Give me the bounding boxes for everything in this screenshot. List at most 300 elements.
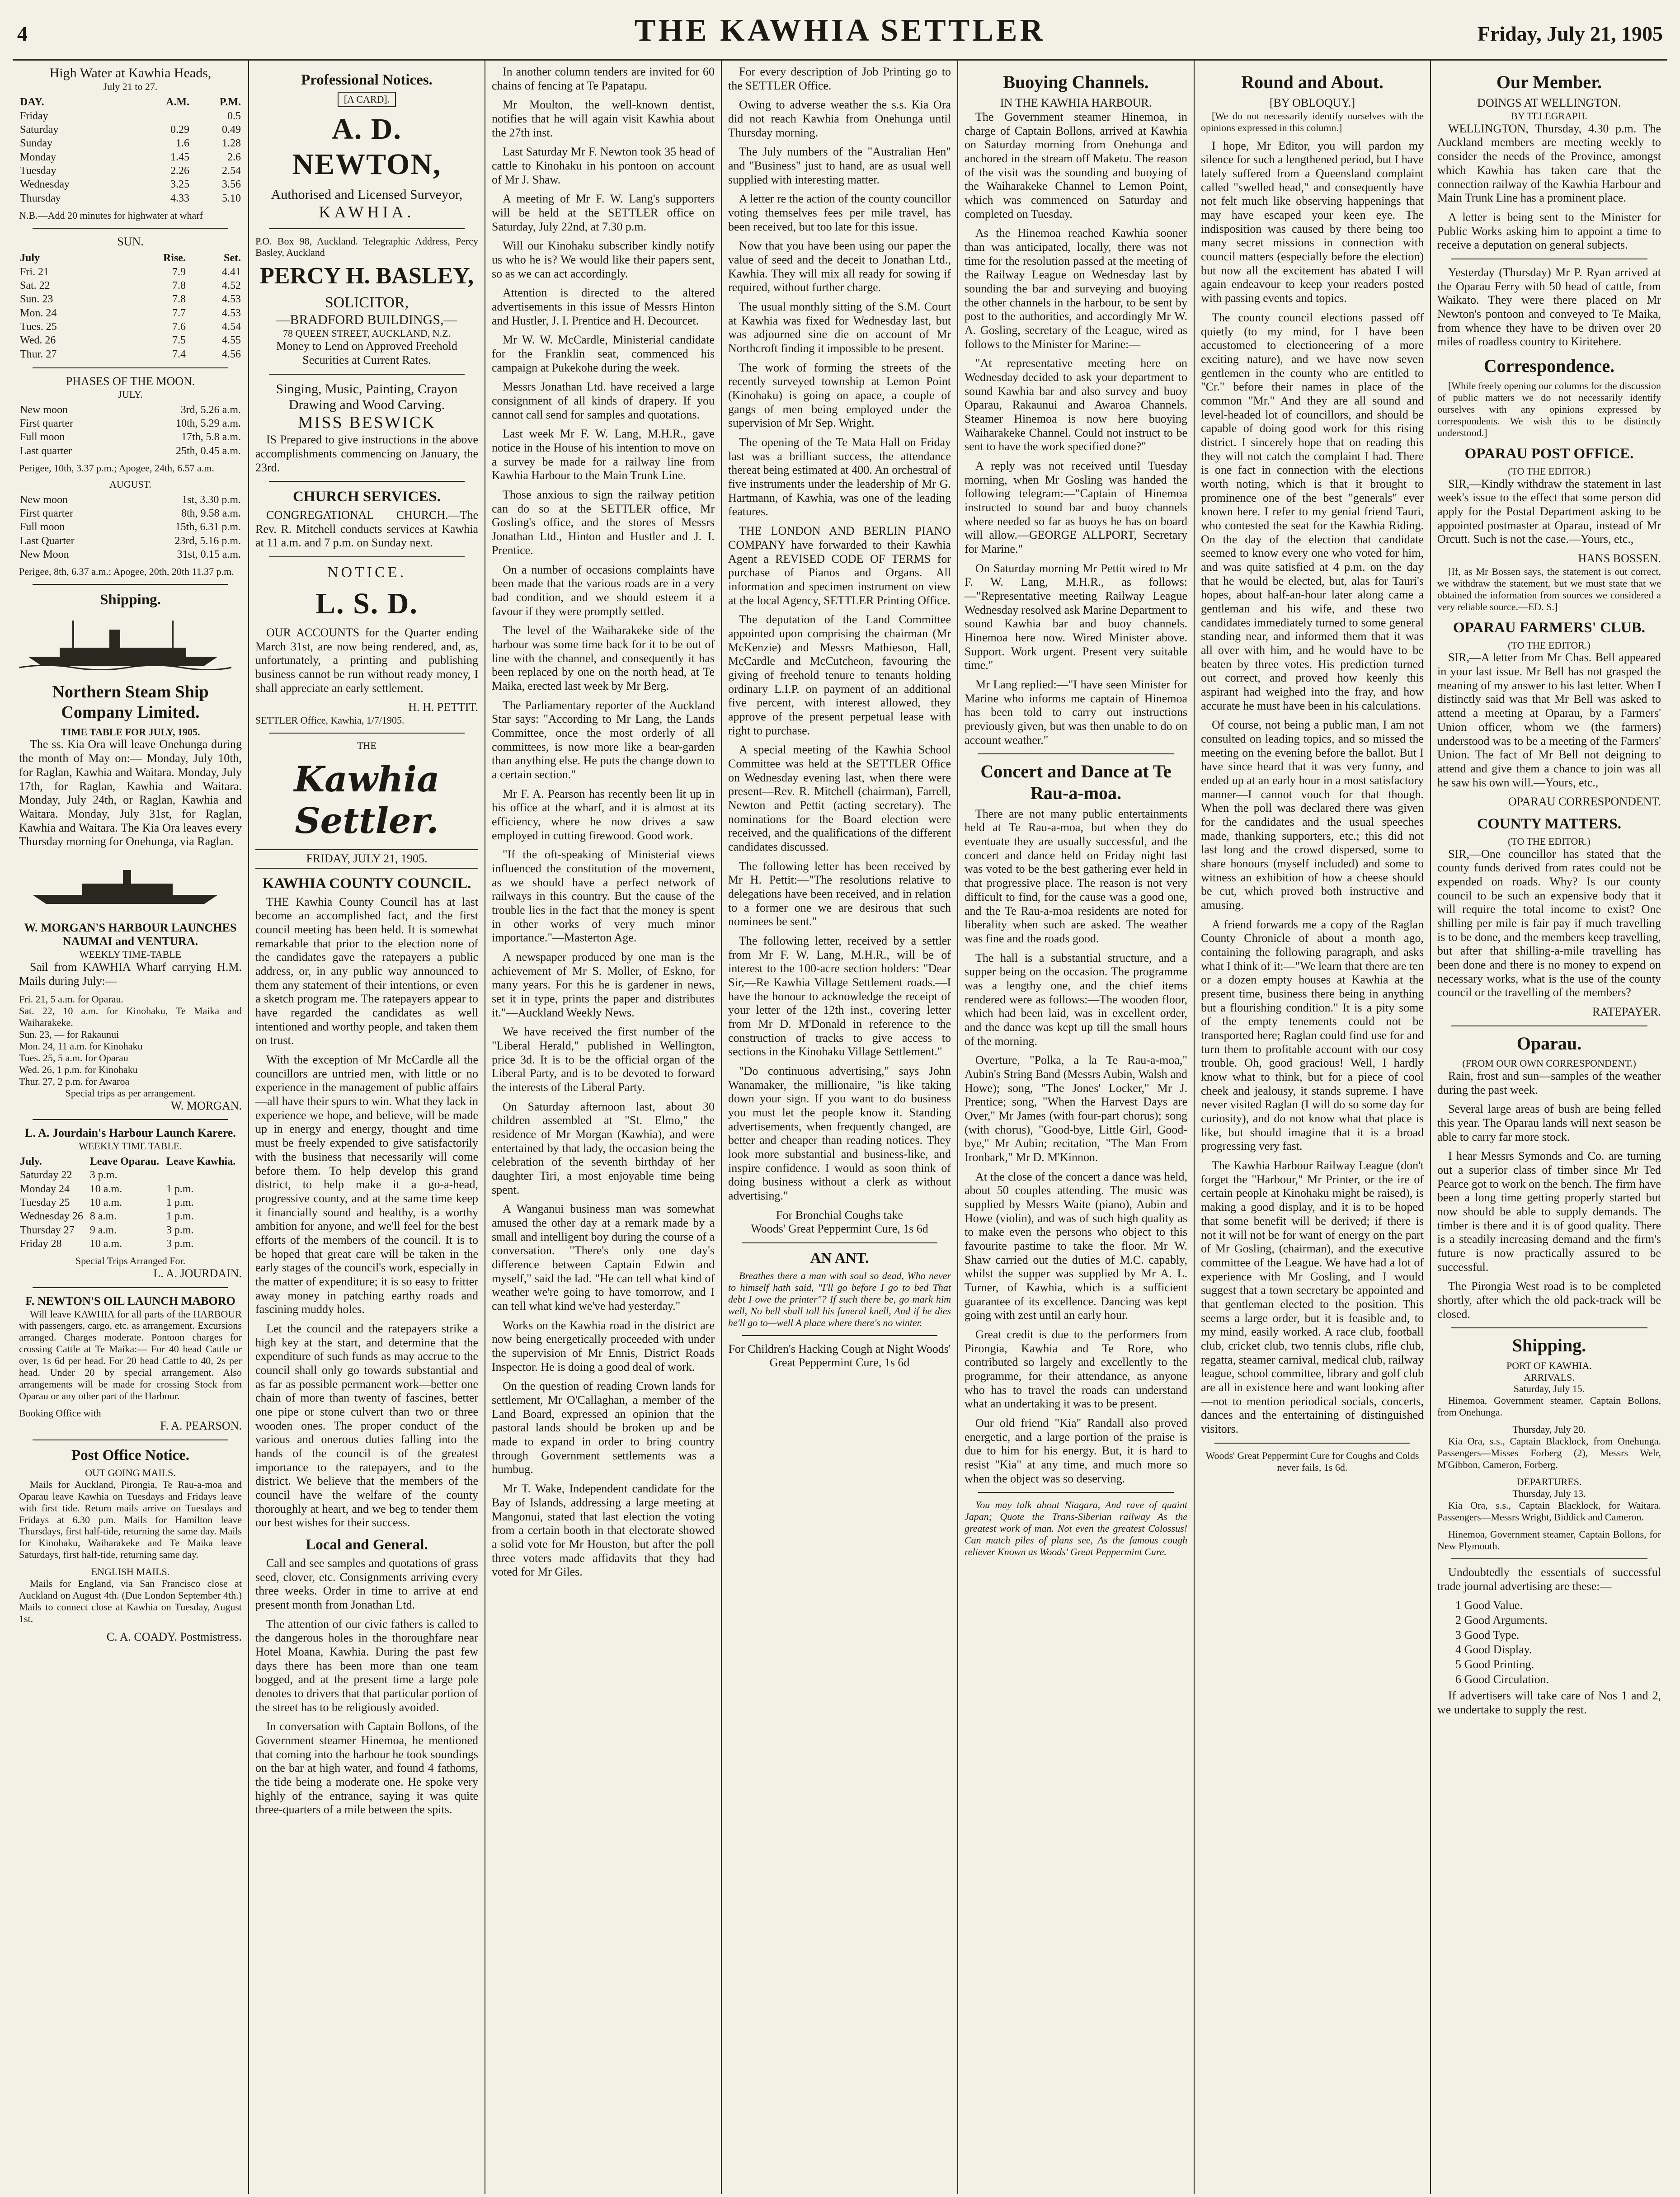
cell: 3.56 <box>222 179 241 191</box>
notice-office: SETTLER Office, Kawhia, 1/7/1905. <box>255 715 405 726</box>
newton-place: KAWHIA. <box>319 203 415 221</box>
council-paragraph: With the exception of Mr McCardle all the councillors are untried men, with little or no experience in the management of public affairs—all have their spurs to win. What they lack in experience we hope, and believe, will be made up in energy and energy, thought and time must be freely expended to give satisfactorily with the business that necessarily will come before them. To help develop this grand district, to help make it a go-a-head, progressive county, and at the same time keep it financially sound and healthy, is a worthy ambition for anyone, and we'll feel for the best efforts of the members of the council. It is to be hoped that great care will be taken in the early stages of the council's work, especially in the matter of expenditure; it is so easy to fritter away money in patching earthy roads and fascining muddy holes. <box>255 1053 478 1316</box>
basley-address: P.O. Box 98, Auckland. Telegraphic Address, Percy Basley, Auckland <box>255 235 478 259</box>
tide-header-day: DAY. <box>20 96 44 108</box>
moon-heading: PHASES OF THE MOON. <box>66 374 195 388</box>
local-item: On Saturday afternoon last, about 30 children assembled at "St. Elmo," the residence of Mr Morgan (Kawhia), and were entertained by that lady, the occasion being the celebration of the seventh birthday of her daughter Tiri, a most enjoyable time being spent. <box>492 1100 715 1196</box>
masthead <box>13 9 1667 61</box>
cell: Thur. 27 <box>20 348 57 360</box>
footer-ad: Woods' Great Peppermint Cure for Coughs and Colds never fails, 1s 6d. <box>1205 1449 1419 1473</box>
moon-july-table <box>19 403 242 458</box>
cough-ad-body: Woods' Great Peppermint Cure, 1s 6d <box>751 1222 928 1236</box>
sun-header-day: July <box>20 252 40 264</box>
card-tag: [A CARD]. <box>338 92 396 107</box>
newton-name: A. D. NEWTON, <box>292 112 442 181</box>
basley-building: —BRADFORD BUILDINGS,— <box>276 312 457 327</box>
advertising-list <box>1437 1599 1661 1686</box>
table-row <box>19 1209 242 1223</box>
buoy-paragraph: On Saturday morning Mr Pettit wired to Mr F. W. Lang, M.H.R., as follows:—"Representative meeting Railway League Wednesday resolved ask Marine Department to sound Kawhia bar and buoy channels. Hinemoa here now. Wired Minister above. Support. Work urgent. Present very suitable time." <box>965 561 1187 672</box>
cell: 5.10 <box>222 192 241 204</box>
table-row <box>19 334 242 347</box>
post-sub: OUT GOING MAILS. <box>85 1467 176 1478</box>
divider <box>33 1119 228 1120</box>
cell: 4.56 <box>222 348 241 360</box>
cell: Wednesday <box>20 179 70 191</box>
divider <box>33 1287 228 1288</box>
list-item: 4 Good Display. <box>1455 1643 1532 1656</box>
cell: New Moon <box>20 549 69 560</box>
moon-aug-note: Perigee, 8th, 6.37 a.m.; Apogee, 20th, 20th 11.37 p.m. <box>19 566 234 578</box>
cell: 1.45 <box>170 151 190 163</box>
cell: 3rd, 5.26 a.m. <box>180 404 241 416</box>
sun-table <box>19 251 242 361</box>
jourdain-table <box>19 1155 242 1251</box>
column-1 <box>13 61 249 2194</box>
farmers-heading: OPARAU FARMERS' CLUB. <box>1453 619 1646 636</box>
jourdain-note: Special Trips Arranged For. <box>75 1255 186 1267</box>
cell: 2.6 <box>227 151 241 163</box>
sun-heading: SUN. <box>117 235 144 248</box>
notice-sign: H. H. PETTIT. <box>408 701 478 714</box>
correspondence-note: [While freely opening our columns for the discussion of public matters we do not necessarily identify ourselves with any opinions expressed by correspondents. We wish this to be distinctly understood.] <box>1437 380 1661 438</box>
divider <box>1451 1327 1647 1328</box>
newton-role: Authorised and Licensed Surveyor, <box>271 187 463 202</box>
local-item: In another column tenders are invited for 60 chains of fencing at Te Papatapu. <box>492 65 715 92</box>
county-matters-heading: COUNTY MATTERS. <box>1477 815 1622 832</box>
cell: 10 a.m. <box>89 1237 122 1250</box>
list-item: 1 Good Value. <box>1455 1599 1523 1612</box>
morgan-intro: Sail from KAWHIA Wharf carrying H.M. Mails during July:— <box>19 960 242 988</box>
shipping-heading: Shipping. <box>1512 1335 1586 1356</box>
local-item: A letter re the action of the county councillor voting themselves fees per mile travel, has been received, but too late for this issue. <box>728 192 951 233</box>
cell: 1.28 <box>222 137 241 150</box>
local-item: A Wanganui business man was somewhat amused the other day at a remark made by a small and intelligent boy during the course of a conversation. "There's only one day's difference between Captain Edwin and myself," said the lad. "He can tell what kind of weather we're going to have tomorrow, and I can tell what kind we've had yesterday." <box>492 1202 715 1313</box>
local-item: A special meeting of the Kawhia School Committee was held at the SETTLER Office on Wednesday evening last, when there were present—Rev. R. Mitchell (chairman), Farrell, Newton and Pettit (acting secretary). The nominations for the Board election were received, and the qualifications of the different candidates discussed. <box>728 743 951 853</box>
paper-nameplate: Kawhia Settler. <box>294 759 440 842</box>
tide-table <box>19 95 242 205</box>
member-heading: Our Member. <box>1496 72 1602 92</box>
basley-note: Money to Lend on Approved Freehold Securities at Current Rates. <box>276 339 457 367</box>
local-item: Will our Kinohaku subscriber kindly notify us who he is? We would like their papers sent, so as we can act accordingly. <box>492 239 715 280</box>
footer-ad: For Children's Hacking Cough at Night Woods' Great Peppermint Cure, 1s 6d <box>728 1342 951 1369</box>
table-row <box>19 444 242 458</box>
divider <box>269 228 465 229</box>
cell: Wednesday 26 <box>20 1210 84 1223</box>
buoy-paragraph: As the Hinemoa reached Kawhia sooner than was anticipated, locally, there was not time for the resolution passed at the meeting of the Railway League on Wednesday last by sounding the bar and surveying and buoying the other channels in the harbour, to be sent by post to the authorities, and accordingly Mr W. A. Gosling, secretary of the League, wired as follows to the Minister for Marine:— <box>965 226 1187 351</box>
local-item: "Do continuous advertising," says John Wanamaker, the millionaire, "is like taking down your sign. If you want to do business you must let the people know it. Standing advertisements, when frequently changed, are better and cheaper than reading notices. They look more substantial and business-like, and inspire confidence. I would as soon think of doing business without a clerk as without advertising." <box>728 1064 951 1203</box>
page-number: 4 <box>17 22 28 45</box>
advertising-intro: Undoubtedly the essentials of successful trade journal advertising are these:— <box>1437 1565 1661 1593</box>
list-item: 5 Good Printing. <box>1455 1657 1534 1671</box>
concert-heading: Concert and Dance at Te Rau-a-moa. <box>980 761 1172 803</box>
column-3 <box>485 61 722 2194</box>
cell: July. <box>20 1156 42 1168</box>
steamship-icon <box>19 616 231 670</box>
divider <box>33 584 228 585</box>
cell: 25th, 0.45 a.m. <box>176 445 241 457</box>
column-2 <box>249 61 485 2194</box>
member-paragraph: Yesterday (Thursday) Mr P. Ryan arrived at the Oparau Ferry with 50 head of cattle, from Waikato. They were there placed on Mr Newton's pontoon and conveyed to Te Maika, from whence they have to be driven over 20 miles of roadless country to Kiritehere. <box>1437 265 1661 348</box>
table-row <box>19 430 242 444</box>
buoy-paragraph: The Government steamer Hinemoa, in charge of Captain Bollons, arrived at Kawhia on Saturday morning from Onehunga and anchored in the stream off Maketu. The reason of the visit was the sounding and buoying of the Waiharakeke Channel to Lemon Point, which was commenced on Saturday and completed on Tuesday. <box>965 110 1187 221</box>
arrivals-heading: ARRIVALS. <box>1524 1371 1575 1383</box>
cell: 0.49 <box>222 123 241 136</box>
local-item: THE LONDON AND BERLIN PIANO COMPANY have forwarded to their Kawhia Agent a REVISED CODE OF TERMS for purchase of Pianos and Organs. All information and specimen instrument on view at the local Agency, SETTLER Printing Office. <box>728 524 951 607</box>
cell: Saturday <box>20 123 59 136</box>
concert-paragraph: Overture, "Polka, a la Te Rau-a-moa," Aubin's String Band (Messrs Aubin, Walsh and Howe); song, "The Jones' Locker," Mr J. Prentice; song, "When the Harvest Days are Over," Mr James (with four-part chorus); song (with chorus), "Good-bye, Little Girl, Good-bye," Mr Aubin; recitation, "The Man From Ironbark," Mr D. M'Kinnon. <box>965 1054 1187 1164</box>
cell: 3 p.m. <box>89 1169 118 1181</box>
table-row <box>19 1168 242 1182</box>
oparau-sub: (FROM OUR OWN CORRESPONDENT.) <box>1462 1058 1636 1069</box>
cell: 31st, 0.15 a.m. <box>177 549 241 560</box>
notice-text: OUR ACCOUNTS for the Quarter ending March 31st, are now being rendered, and, as, unfortunately, a printing and publishing business cannot be run without ready money, I shall appreciate an early settlement. <box>255 626 478 695</box>
jourdain-timetable-heading: WEEKLY TIME TABLE. <box>79 1140 182 1152</box>
morgan-title: W. MORGAN'S HARBOUR LAUNCHES NAUMAI and VENTURA. <box>24 921 237 948</box>
shipping-heading: Shipping. <box>100 592 161 608</box>
cell: First quarter <box>20 417 73 429</box>
morgan-sailing: Tues. 25, 5 a.m. for Oparau <box>19 1052 128 1063</box>
local-item: Works on the Kawhia road in the district are now being energetically proceeded with under the supervision of Mr Ennis, District Roads Inspector. He is doing a good deal of work. <box>492 1318 715 1374</box>
morgan-sign: W. MORGAN. <box>170 1099 242 1112</box>
local-item: The level of the Waiharakeke side of the harbour was some time back for it to be out of line with the channel, and consequently it has been replaced by one on the north head, at Te Maika, erected last week by Mr Berg. <box>492 624 715 692</box>
oparau-paragraph: The Pirongia West road is to be completed shortly, after which the old pack-track will be closed. <box>1437 1280 1661 1321</box>
list-item: 3 Good Type. <box>1455 1628 1520 1642</box>
cell: 15th, 6.31 p.m. <box>175 521 241 533</box>
post-office-heading: OPARAU POST OFFICE. <box>1464 445 1634 462</box>
cell: 8th, 9.58 a.m. <box>181 508 241 520</box>
local-item: The following letter has been received by Mr H. Pettit:—"The resolutions relative to delegations have been received, and in relation to a former one we are desirous that such nominees be sent." <box>728 859 951 928</box>
post-office-text: SIR,—Kindly withdraw the statement in last week's issue to the effect that some person did apply for the Postal Department asking to be appointed postmaster at Oparau, instead of Mr Orcutt. Such is not the case.—Yours, etc., <box>1437 477 1661 546</box>
table-row <box>19 136 242 150</box>
morgan-note: Special trips as per arrangement. <box>65 1087 196 1099</box>
morgan-sailing: Thur. 27, 2 p.m. for Awaroa <box>19 1075 130 1087</box>
round-about-paragraph: The Kawhia Harbour Railway League (don't forget the "Harbour," Mr Printer, or the ire of certain people at Kinohaku might be raised), is making a good display, and it is to be hoped that some benefit will be derived; if there is not it will not be for want of energy on the part of Mr Gosling, (chairman), and the executive committee of the League. We have had a lot of experience with Mr Gosling, and I would suggest that a town secretary be appointed and that gentleman elected to the position. This seems a large order, but it is feasible and, to my mind, easily worked. A race club, football club, cricket club, two tennis clubs, rifle club, regatta, steamer carnival, medical club, railway league, school committee, library and golf club are all in existence here and want looking after—not to mention periodical socials, concerts, dances and the entertaining of distinguished visitors. <box>1201 1159 1424 1435</box>
paper-date: FRIDAY, JULY 21, 1905. <box>255 849 478 869</box>
cell: Full moon <box>20 521 65 533</box>
nss-text: The ss. Kia Ora will leave Onehunga during the month of May on:— Monday, July 10th, for Raglan, Kawhia and Waitara. Monday, July 17th, for Raglan, Kawhia and Waitara. Monday, July 24th, or Raglan, Kawhia and Waitara. Monday, July 31st, for Raglan, Kawhia and Waitara. The Kia Ora leaves every Thursday morning for Onehunga, via Raglan. <box>19 738 242 848</box>
column-7 <box>1431 61 1667 2194</box>
cell: 1st, 3.30 p.m. <box>182 494 241 506</box>
cell: New moon <box>20 494 68 506</box>
cell: 8 a.m. <box>89 1210 117 1223</box>
cell: Monday <box>20 151 56 163</box>
divider <box>978 1492 1174 1493</box>
cell: 0.5 <box>227 110 241 122</box>
cough-ad-head: For Bronchial Coughs take <box>776 1208 903 1222</box>
local-item: The July numbers of the "Australian Hen" and "Business" just to hand, are as usual well supplied with interesting matter. <box>728 145 951 186</box>
local-item: On a number of occasions complaints have been made that the various roads are in a very bad condition, and we should esteem it a favour if they were promptly settled. <box>492 563 715 618</box>
cell: Monday 24 <box>20 1183 70 1195</box>
moon-july-note: Perigee, 10th, 3.37 p.m.; Apogee, 24th, 6.57 a.m. <box>19 462 214 474</box>
round-about-paragraph: Of course, not being a public man, I am not consulted on leading topics, and so missed the meeting on the evening before the ballot. But I have since heard that it was very funny, and ended up at an early hour in a most satisfactory manner—I cannot vouch for that though. When the poll was declared there was given for the candidates and the usual speeches made, thanking supporters, etc.; this did not last long and the crowd dispersed, some to share honours (myself included) and some to witness an exhibition of how a cheese should be cut, which proved both instructive and amusing. <box>1201 718 1424 912</box>
buoy-sub: IN THE KAWHIA HARBOUR. <box>1000 96 1152 110</box>
cell: 4.33 <box>170 192 190 204</box>
cell: 4.55 <box>222 334 241 347</box>
post-office-editor-note: [If, as Mr Bossen says, the statement is out correct, we withdraw the statement, but we must state that we obtained the information from sources we considered a very reliable source.—ED. S.] <box>1437 565 1661 612</box>
local-item: Messrs Jonathan Ltd. have received a large consignment of all kinds of drapery. If you cannot call send for samples and quotations. <box>492 380 715 421</box>
arrival-date: Saturday, July 15. <box>1513 1383 1585 1395</box>
departures-heading: DEPARTURES. <box>1516 1476 1582 1488</box>
column-4 <box>722 61 958 2194</box>
county-matters-sign: RATEPAYER. <box>1592 1005 1661 1019</box>
table-row <box>19 123 242 136</box>
local-item: Now that you have been using our paper the value of seed and the deceit to Jonathan Ltd., Kawhia. They will mix all ready for sowing if required, without further charge. <box>728 239 951 294</box>
table-row <box>19 306 242 320</box>
beswick-name: MISS BESWICK <box>297 413 436 433</box>
cell: New moon <box>20 404 68 416</box>
cell: Tues. 25 <box>20 321 57 333</box>
cell: 7.4 <box>172 348 186 360</box>
cell: 1.6 <box>176 137 190 150</box>
local-item: Last week Mr F. W. Lang, M.H.R., gave notice in the House of his intention to move on a survey be made for a railway line from Kawhia Harbour to the Main Trunk Line. <box>492 427 715 482</box>
divider <box>269 733 465 734</box>
departure-entry: Hinemoa, Government steamer, Captain Bollons, for New Plymouth. <box>1437 1528 1661 1552</box>
round-about-paragraph: A friend forwards me a copy of the Raglan County Chronicle of about a month ago, containing the following paragraph, and asks what I think of it:—"We learn that there are ten or a dozen empty houses at Kawhia at the present time, business there being in anything but a flourishing condition." It is a pity some of the empty tenements could not be transported here; Raglan could find use for and turn them to profitable account with our cosy trouble. Oh, good gracious! Well, I hardly know what to think, but for a piece of cool cheek and jealousy, it stands supreme. I have never visited Raglan (I will do so some day for curiosity), and do not know what that place is like, but should imagine that it is a broad progressing very fast. <box>1201 917 1424 1153</box>
jourdain-sign: L. A. JOURDAIN. <box>153 1267 242 1280</box>
cell: 4.41 <box>222 266 241 278</box>
round-about-paragraph: The county council elections passed off quietly (to my mind, for I have been accustomed to electioneering of a more exciting nature), and we have now seven gentlemen in the county who are entitled to "Cr." before their names in place of the common "Mr." And they are all sound and level-headed lot of councillors, and should be capable of doing good work for this rising district. I sincerely hope that on reading this they will not catch the complaint I had. There is one fact in connection with the elections worth noting, which is that it brought to prominence one of the best "generals" ever known here. I refer to my genial friend Tauri, who contested the seat for the Kawhia Riding. On the day of the election that candidate seemed to know every one who voted for him, and was quite satisfied at 4 p.m. on the day that he would be elected, but, alas for Tauri's hopes, about half-an-hour later along came a gentleman and his wife, and these two candidates immediately turned to some general standing near, and informed them that it was all over with him, and he would have to be beaten by three votes. His prediction turned out correct, and proved how keenly this aspirant had weighed into the fray, and how accurate he must have been in his calculations. <box>1201 310 1424 712</box>
cell: 2.54 <box>222 165 241 177</box>
buoy-heading: Buoying Channels. <box>1003 72 1149 92</box>
table-row <box>19 493 242 507</box>
local-paragraph: The attention of our civic fathers is called to the dangerous holes in the thoroughfare near Hotel Moana, Kawhia. During the past few days there has been more than one team bogged, and at the present time a large pole denotes to drivers that that particular portion of the street has to be religiously avoided. <box>255 1617 478 1714</box>
masthead-title: THE KAWHIA SETTLER <box>634 13 1046 48</box>
table-row <box>19 1196 242 1209</box>
table-row <box>19 348 242 361</box>
cell: Friday <box>20 110 48 122</box>
local-item: The opening of the Te Mata Hall on Friday last was a brilliant success, the attendance thereat being estimated at 400. An orchestral of five instruments under the leadership of Mr G. Hartmann, of Kawhia, was one of the leading features. <box>728 436 951 518</box>
arrival-entry: Hinemoa, Government steamer, Captain Bollons, from Onehunga. <box>1437 1395 1661 1418</box>
notice-heading: NOTICE. <box>327 564 407 581</box>
list-item: 6 Good Circulation. <box>1455 1672 1549 1686</box>
oparau-paragraph: Rain, frost and sun—samples of the weather during the past week. <box>1437 1069 1661 1096</box>
cell: 7.9 <box>172 266 186 278</box>
cell: 10th, 5.29 a.m. <box>176 417 241 429</box>
divider <box>742 1335 937 1336</box>
round-about-heading: Round and About. <box>1241 72 1384 92</box>
table-row <box>19 1237 242 1251</box>
table-row <box>19 417 242 430</box>
cell: 2.26 <box>170 165 190 177</box>
cell: 3 p.m. <box>166 1237 194 1250</box>
verse-ad: You may talk about Niagara, And rave of quaint Japan; Quote the Trans-Siberian railway As the greatest work of man. Not even the greatest Colossus! Can match piles of plans see, As the famous cough reliever Known as Woods' Great Peppermint Cure. <box>965 1499 1187 1558</box>
table-row <box>19 1182 242 1196</box>
arrival-entry: Kia Ora, s.s., Captain Blacklock, from Onehunga. Passengers—Misses Forberg (2), Messrs Welr, M'Gibbon, Cameron, Forberg. <box>1437 1435 1661 1471</box>
local-item: The work of forming the streets of the recently surveyed township at Lemon Point (Kinohaku) is going on apace, a couple of gangs of men being employed under the supervision of Mr Sep. Wright. <box>728 361 951 430</box>
departure-date: Thursday, July 13. <box>1512 1488 1586 1500</box>
divider <box>978 753 1174 754</box>
basley-role: SOLICITOR, <box>325 294 409 311</box>
cell: Wed. 26 <box>20 334 56 347</box>
cell: 7.7 <box>172 307 186 319</box>
table-row <box>19 534 242 548</box>
moon-aug-table <box>19 493 242 562</box>
cell: Leave Kawhia. <box>166 1156 236 1168</box>
local-paragraph: In conversation with Captain Bollons, of the Government steamer Hinemoa, he mentioned that coming into the harbour he took soundings on the bar at high water, and found 4 fathoms, the tide being a moderate one. He spoke very highly of the entrance, saying it was quite three-quarters of a mile between the spits. <box>255 1720 478 1816</box>
local-item: Mr F. A. Pearson has recently been lit up in his office at the wharf, and it is almost at its efficiency, where he now drives a saw employed in cutting firewood. Good work. <box>492 787 715 842</box>
cell: Friday 28 <box>20 1237 62 1250</box>
tide-subheading: July 21 to 27. <box>103 81 158 93</box>
local-item: Mr T. Wake, Independent candidate for the Bay of Islands, addressing a large meeting at Mangonui, stated that last election the voting from a certain booth in that electorate showed a solid vote for Mr Houston, but after the poll three voters made affidavits that they had voted for Mr Giles. <box>492 1482 715 1579</box>
professional-heading: Professional Notices. <box>301 72 433 88</box>
table-row <box>19 507 242 520</box>
table-row <box>19 192 242 205</box>
advertising-outro: If advertisers will take care of Nos 1 and 2, we undertake to supply the rest. <box>1437 1689 1661 1716</box>
divider <box>33 228 228 229</box>
cell: 7.8 <box>172 280 186 292</box>
post-english-text: Mails for England, via San Francisco close at Auckland on August 4th. (Due London September 4th.) Mails to connect close at Kawhia on Tuesday, August 1st. <box>19 1578 242 1625</box>
divider <box>742 1242 937 1243</box>
local-item: A meeting of Mr F. W. Lang's supporters will be held at the SETTLER office on Saturday, July 22nd, at 7.30 p.m. <box>492 192 715 233</box>
local-item: A newspaper produced by one man is the achievement of Mr S. Moller, of Eskno, for many years. For this he is gardener in news, set it in type, prints the paper and distributes it."—Auckland Weekly News. <box>492 950 715 1019</box>
oparau-paragraph: Several large areas of bush are being felled this year. The Oparau lands will next season be able to carry far more stock. <box>1437 1102 1661 1143</box>
beswick-text: IS Prepared to give instructions in the above accomplishments commencing on January, the 23rd. <box>255 433 478 474</box>
cell: 4.54 <box>222 321 241 333</box>
divider <box>269 556 465 557</box>
local-heading: Local and General. <box>306 1536 428 1553</box>
cell <box>134 109 190 123</box>
newton-sign: F. A. PEARSON. <box>160 1419 242 1433</box>
cell: 3 p.m. <box>166 1224 194 1236</box>
cell: Sun. 23 <box>20 293 53 306</box>
post-heading: Post Office Notice. <box>71 1447 190 1463</box>
newton-booking: Booking Office with <box>19 1407 101 1419</box>
local-item: The usual monthly sitting of the S.M. Court at Kawhia was fixed for Wednesday last, but was adjourned sine die on account of Mr Northcroft finding it impossible to be present. <box>728 300 951 355</box>
nss-timetable-heading: TIME TABLE FOR JULY, 1905. <box>61 726 200 738</box>
cell: Mon. 24 <box>20 307 57 319</box>
cell: 4.53 <box>222 293 241 306</box>
ant-poem: Breathes there a man with soul so dead, Who never to himself hath said, "I'll go before I go to bed That debt I owe the printer"? If such there be, go mark him well, No bell shall toll his funeral knell, And if he dies he'll go to—well A place where there's no winter. <box>728 1270 951 1328</box>
newton-launch-text: Will leave KAWHIA for all parts of the HARBOUR with passengers, cargo, etc. as arrangement. Excursions arranged. Charges moderate. Pontoon charges for crossing Cattle at Te Maika:— For 40 head Cattle or over, 1s 6d per head. For 20 head Cattle to 40, 2s per head. Under 20 by special arrangement. Also arrangements will be made for crossing Stock from Oparau or any other part of the Harbour. <box>19 1308 242 1402</box>
ant-heading: AN ANT. <box>810 1250 869 1267</box>
local-item: For every description of Job Printing go to the SETTLER Office. <box>728 65 951 92</box>
masthead-date: Friday, July 21, 1905 <box>1477 22 1663 45</box>
to-editor: (TO THE EDITOR.) <box>1508 835 1591 847</box>
local-item: We have received the first number of the "Liberal Herald," published in Wellington, price 3d. It is to be the official organ of the Liberal Party, and is to be devoted to forward the interests of the Liberal Party. <box>492 1025 715 1094</box>
departure-entry: Kia Ora, s.s., Captain Blacklock, for Waitara. Passengers—Messrs Wright, Biddick and Cameron. <box>1437 1500 1661 1523</box>
cell: Thursday 27 <box>20 1224 75 1236</box>
morgan-timetable-heading: WEEKLY TIME-TABLE <box>79 948 182 960</box>
newton-launch-title: F. NEWTON'S OIL LAUNCH MABORO <box>25 1294 235 1308</box>
table-row <box>19 178 242 191</box>
arrival-date: Thursday, July 20. <box>1512 1424 1586 1435</box>
council-paragraph: Let the council and the ratepayers strike a high key at the start, and determine that the expenditure of such funds as may accrue to the council shall only go towards substantial and as far as possible permanent work—better one chain of more than twenty of fascines, better one pipe or stone culvert than two or three wooden ones. The proper conduct of the various and onerous duties falling into the hands of the council is of the greatest importance to the ratepayers, and to the district. We believe that the members of the council have the welfare of the county thoroughly at heart, and we beg to tender them our best wishes for their success. <box>255 1322 478 1529</box>
tide-header-pm: P.M. <box>219 96 241 108</box>
divider <box>1214 1443 1410 1444</box>
tide-header-am: A.M. <box>166 96 190 108</box>
buoy-paragraph: A reply was not received until Tuesday morning, when Mr Gosling was handed the following telegram:—"Captain of Hinemoa instructed to sound bar and buoy channels where needed so far as buoys he has on board will allow.—GEORGE ALLPORT, Secretary for Marine." <box>965 459 1187 556</box>
local-item: "If the oft-speaking of Ministerial views influenced the constitution of the movement, as we should have a perfect network of railways in this country. But the cause of the trouble lies in the fact that the money is spent in other works of very much minor importance."—Masterton Age. <box>492 848 715 945</box>
local-item: Mr Moulton, the well-known dentist, notifies that he will again visit Kawhia about the 27th inst. <box>492 98 715 139</box>
column-5 <box>958 61 1195 2194</box>
moon-july-heading: JULY. <box>118 388 143 400</box>
to-editor: (TO THE EDITOR.) <box>1508 639 1591 651</box>
morgan-sailing: Sun. 23, — for Rakaunui <box>19 1029 119 1040</box>
cell: 3.25 <box>170 179 190 191</box>
table-row <box>19 279 242 292</box>
sun-header-set: Set. <box>224 252 241 264</box>
jourdain-title: L. A. Jourdain's Harbour Launch Karere. <box>25 1126 236 1140</box>
table-row <box>19 320 242 334</box>
post-text: Mails for Auckland, Pirongia, Te Rau-a-moa and Oparau leave Kawhia on Tuesdays and Fridays leave with first tide. Return mails arrive on Tuesdays and Fridays at 6.30 p.m. Mails for Hamilton leave Thursdays, first half-tide, returning the same day. Mails for Kinohaku, Waiharakeke and Te Maika leave Saturdays, first half-tide, returning same day. <box>19 1478 242 1561</box>
table-row <box>19 520 242 534</box>
cell: Sunday <box>20 137 52 150</box>
local-item: Mr W. W. McCardle, Ministerial candidate for the Franklin seat, commenced his campaign at Pukekohe during the week. <box>492 333 715 374</box>
member-paragraph: WELLINGTON, Thursday, 4.30 p.m. The Auckland members are meeting weekly to consider the needs of the Province, amongst which Kawhia has taken care that the connection railway of the Kawhia Harbour and Main Trunk Line has a prominent place. <box>1437 122 1661 205</box>
local-item: The Parliamentary reporter of the Auckland Star says: "According to Mr Lang, the Lands Committee, once the most orderly of all committees, is now more like a bear-garden than anything else. He puts the change down to a certain section." <box>492 698 715 781</box>
cell: 9 a.m. <box>89 1224 117 1236</box>
council-paragraph: THE Kawhia County Council has at last become an accomplished fact, and the first council meeting has been held. It is somewhat remarkable that prior to the election none of the candidates gave the ratepayers a public address, or, in any public way announced to them any statement of their intentions, or even a sketch program me. The ratepayers appear to have regarded the candidates as well intentioned and worthy people, and taken them on trust. <box>255 895 478 1047</box>
buoy-paragraph: Mr Lang replied:—"I have seen Minister for Marine who informs me captain of Hinemoa has been told to carry out instructions previously given, but was then unable to do on account weather." <box>965 678 1187 747</box>
cell: 23rd, 5.16 p.m. <box>174 535 241 547</box>
correspondence-heading: Correspondence. <box>1483 355 1615 376</box>
tide-heading: High Water at Kawhia Heads, <box>49 66 212 80</box>
sun-header-rise: Rise. <box>163 252 186 264</box>
cell: Thursday <box>20 192 61 204</box>
table-row <box>19 164 242 178</box>
local-item: The deputation of the Land Committee appointed upon comprising the chairman (Mr McKenzie) and Messrs Mathieson, Hall, McCardle and McCutcheon, favouring the giving of freehold tenure to tenants holding ordinary L.I.P. on payment of an additional five percent, with interest allowed, they approve of the present perpetual lease with right to purchase. <box>728 613 951 737</box>
concert-paragraph: The hall is a substantial structure, and a supper being on the occasion. The programme was a lengthy one, and the chief items rendered were as follows:—The wooden floor, which had been laid, was in excellent order, and the dance was kept up till the small hours of the morning. <box>965 951 1187 1048</box>
morgan-sailing: Mon. 24, 11 a.m. for Kinohaku <box>19 1040 143 1052</box>
concert-paragraph: At the close of the concert a dance was held, about 50 couples attending. The music was supplied by Messrs Waite (piano), Aubin and Howe (violin), and was of such high quality as to make even the persons who object to this favourite pastime to take the floor. Mr W. Shaw carried out the duties of M.C. capably, whilst the supper was supplied by Mr A. L. Turner, of Kawhia, which is a sufficient guarantee of its excellence. Dancing was kept going with zest until an early hour. <box>965 1170 1187 1322</box>
cell: 0.29 <box>170 123 190 136</box>
table-row <box>19 292 242 306</box>
cell: 10 a.m. <box>89 1183 122 1195</box>
morgan-sailing: Sat. 22, 10 a.m. for Kinohaku, Te Maika and Waiharakeke. <box>19 1005 242 1029</box>
farmers-text: SIR,—A letter from Mr Chas. Bell appeared in your last issue. Mr Bell has not grasped the meaning of my answer to his last letter. When I distinctly said was that Mr Bell was asked to attend a meeting at Oparau, by a Farmers' Union officer, whom we (the farmers) understood was to be a meeting of the Farmers' Union. The fact of Mr Bell not deigning to attend and give them a chance to join was all he saw his own will.—Yours, etc., <box>1437 651 1661 789</box>
oparau-paragraph: I hear Messrs Symonds and Co. are turning out a superior class of timber since Mr Ted Pearce got to work on the bench. The firm have been a long time getting properly started but now should be able to supply demands. The timber is there and it is of good quality. There is a steadily increasing demand and the firm's future is now practically assured to be successful. <box>1437 1149 1661 1274</box>
cell: 7.8 <box>172 293 186 306</box>
by-telegraph: BY TELEGRAPH. <box>1511 110 1587 122</box>
cell: 4.52 <box>222 280 241 292</box>
tide-note: N.B.—Add 20 minutes for highwater at wharf <box>19 209 203 221</box>
local-item: On the question of reading Crown lands for settlement, Mr O'Callaghan, a member of the Land Board, expressed an opinion that the pastoral lands should be broken up and be made to expand in order to bring country through Government settlements was a humbug. <box>492 1379 715 1476</box>
concert-paragraph: Our old friend "Kia" Randall also proved energetic, and a large portion of the praise is due to him for his energy. But, it is hard to resist "Kia" at any time, and much more so when the object was so deserving. <box>965 1416 1187 1485</box>
table-row <box>19 109 242 123</box>
table-row <box>19 548 242 561</box>
post-sign: C. A. COADY. Postmistress. <box>106 1630 242 1644</box>
post-office-sign: HANS BOSSEN. <box>1578 552 1661 565</box>
cell: 4.53 <box>222 307 241 319</box>
cell: 1 p.m. <box>166 1183 194 1195</box>
morgan-sailing: Wed. 26, 1 p.m. for Kinohaku <box>19 1063 138 1075</box>
divider <box>1451 1558 1647 1559</box>
basley-name: PERCY H. BASLEY, <box>260 263 474 289</box>
cell: 7.5 <box>172 334 186 347</box>
the-label: THE <box>357 740 376 752</box>
port-heading: PORT OF KAWHIA. <box>1506 1360 1592 1371</box>
beswick-lines: Singing, Music, Painting, Crayon Drawing and Wood Carving. <box>276 381 458 412</box>
local-item: Last Saturday Mr F. Newton took 35 head of cattle to Kinohaku in his pontoon on account of Mr J. Shaw. <box>492 145 715 186</box>
cell: Saturday 22 <box>20 1169 72 1181</box>
oparau-heading: Oparau. <box>1516 1033 1582 1054</box>
cell <box>165 1168 242 1182</box>
nss-title: Northern Steam Ship Company Limited. <box>52 682 209 722</box>
disclaimer: [We do not necessarily identify ourselves with the opinions expressed in this column.] <box>1201 110 1424 133</box>
cell: Leave Oparau. <box>89 1156 160 1168</box>
cell: 1 p.m. <box>166 1210 194 1223</box>
cell: Sat. 22 <box>20 280 50 292</box>
cell: Full moon <box>20 431 65 443</box>
basley-street: 78 QUEEN STREET, AUCKLAND, N.Z. <box>282 328 451 339</box>
divider <box>269 481 465 482</box>
local-item: Those anxious to sign the railway petition can do so at the SETTLER office, Mr Gosling's office, and the stores of Messrs Jonathan Ltd., Hinton and Hustler and J. I. Prentice. <box>492 488 715 557</box>
table-row <box>19 1223 242 1237</box>
local-item: Attention is directed to the altered advertisements in this issue of Messrs Hinton and Hustler, J. I. Prentice and H. Decourcet. <box>492 286 715 327</box>
table-row <box>19 265 242 279</box>
local-item: Owing to adverse weather the s.s. Kia Ora did not reach Kawhia from Onehunga until Thursday morning. <box>728 98 951 139</box>
cell: Tuesday <box>20 165 56 177</box>
